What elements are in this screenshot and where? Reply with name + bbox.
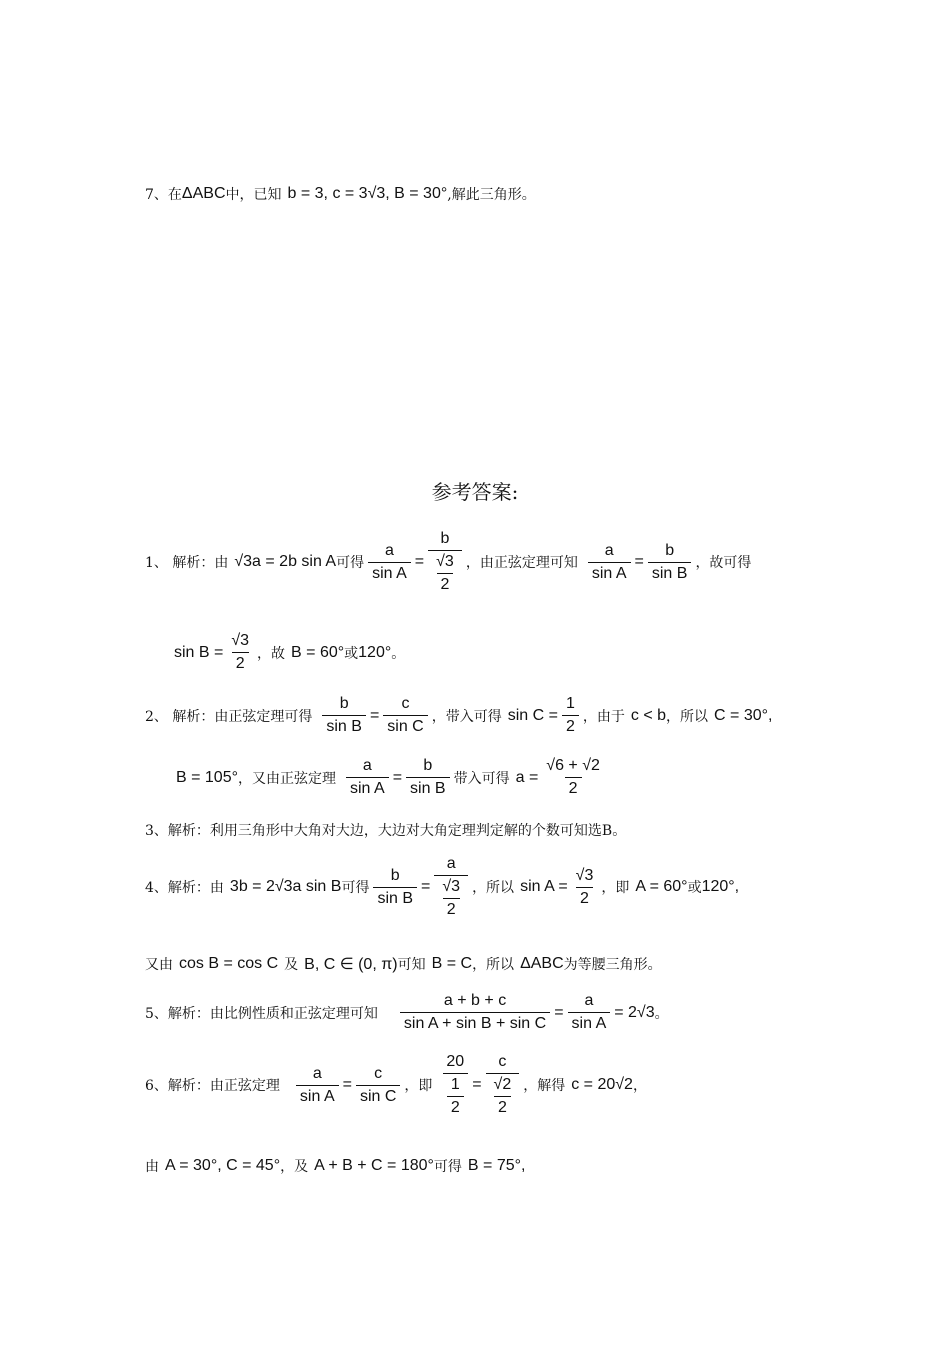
a1-t3: ，故可得: [695, 555, 752, 571]
frac-20-half: [442, 1053, 468, 1117]
a5-label: 5、解析：由比例性质和正弦定理可知: [145, 1005, 378, 1022]
frac-r6r2-2: [542, 757, 604, 798]
frac-b-r3-2: [428, 530, 462, 594]
den: [486, 1073, 520, 1117]
num: a: [385, 541, 394, 559]
frac-a-sinA-2: [588, 542, 631, 583]
frac-r3-2: [572, 867, 598, 908]
num: 1: [565, 695, 575, 712]
frac-r3-2: [227, 632, 253, 673]
num: b: [423, 757, 433, 774]
frac-b-sinB: [322, 695, 366, 736]
den: sin A: [588, 562, 631, 583]
num: √3: [436, 553, 454, 570]
frac-a-sinA: [368, 542, 411, 583]
num: c: [498, 1053, 507, 1070]
q7-tail: ,解此三角形。: [447, 187, 536, 203]
frac-b-sinB: [373, 867, 417, 908]
a2-t5: 带入可得: [453, 770, 510, 787]
a2-b105: B = 105°: [176, 768, 238, 786]
den: [434, 875, 468, 919]
a6-t1: ，即: [404, 1078, 433, 1094]
a4-l2-range: B, C ∈ (0, π): [304, 956, 398, 973]
a1-t2: ，由正弦定理可知: [465, 555, 578, 571]
den: sin A + sin B + sin C: [400, 1012, 550, 1033]
frac-c-sinC: [383, 695, 427, 736]
a6-l2-ac: A = 30°, C = 45°: [165, 1157, 281, 1174]
a1-t1: 可得: [336, 555, 365, 571]
num: b: [390, 866, 400, 884]
a4-l2-a: 又由: [145, 957, 173, 973]
a1-l2-v: 120°: [358, 643, 392, 661]
a6-l2-res: B = 75°,: [467, 1157, 526, 1174]
answer-title: 参考答案:: [431, 480, 519, 504]
a1-l2-end: 。: [391, 645, 406, 662]
a6-ceq: c = 20√2: [571, 1076, 633, 1093]
a4-l2-eq: cos B = cos C: [179, 955, 279, 972]
den: 2: [576, 887, 593, 908]
frac-c-r2-2: [486, 1053, 520, 1117]
a5-res: = 2√3: [614, 1003, 655, 1021]
a4-t3: ，即: [601, 880, 630, 896]
a1-label: 1、 解析：由: [145, 555, 229, 571]
den: sin A: [296, 1085, 339, 1106]
den: sin B: [373, 887, 417, 908]
a4-l2-d: ，所以: [472, 957, 515, 973]
q7-mid: 中，已知: [225, 187, 282, 203]
a1-l2-or: 或: [344, 645, 359, 662]
a2-sinc: sin C =: [507, 706, 558, 724]
a4-eq: 3b = 2√3a sin B: [229, 878, 342, 895]
a4-sina: sin A =: [520, 878, 568, 895]
den: 2: [437, 573, 454, 594]
a1-eq1: √3a = 2b sin A: [234, 553, 337, 570]
answer-1-line-1: 1、 解析：由 √3a = 2b sin A 可得 $\frac{a}{\text{sin A}}$ = $\frac{b}{\frac{√3}{2}}$ ，由正弦定理可知 $\frac{a}{\text{sin A}}$ = $\frac{b}{\text{sin B}}$ ，故可得: [145, 530, 752, 593]
num: a: [584, 992, 594, 1009]
frac-c-sinC: [356, 1065, 400, 1106]
num: a: [604, 541, 614, 559]
den: sin C: [356, 1085, 400, 1106]
a4-t2: ，所以: [472, 880, 515, 896]
a1-l2-b: B = 60°: [291, 643, 345, 661]
answer-2-line-1: 2、 解析：由正弦定理可得 $\frac{b}{\text{sin B}}$ = $\frac{c}{\text{sin C}}$ ，带入可得 sin C = $\frac{1}{2}$ ，由于 c < b ，所以 C = 30°,: [145, 695, 773, 735]
a6-l2-a: 由: [145, 1159, 159, 1175]
a2-label: 2、 解析：由正弦定理可得: [145, 708, 313, 725]
den: [428, 550, 462, 594]
answer-3: [145, 820, 626, 840]
den: sin B: [322, 715, 366, 736]
den: sin A: [568, 1012, 611, 1033]
frac-1-2: [562, 695, 579, 736]
num: b: [339, 695, 349, 712]
a4-or: 或: [687, 880, 702, 896]
frac-abc-sumsin: [400, 992, 550, 1033]
num: √2: [493, 1076, 512, 1093]
frac-b-sinB: [648, 542, 692, 583]
num: √3: [442, 878, 461, 895]
num: c: [401, 695, 410, 712]
answer-2-line-2: B = 105° ，又由正弦定理 $\frac{a}{\text{sin A}}$ = $\frac{b}{\text{sin B}}$ 带入可得 a = $\frac{√6 + √2}{2}$: [176, 757, 608, 798]
frac-a-sinA: [296, 1065, 339, 1106]
den: 2: [562, 715, 579, 736]
a6-l2-c: 可得: [433, 1159, 462, 1175]
frac-a-sinA: [568, 992, 611, 1033]
den: sin B: [406, 777, 450, 798]
num: a + b + c: [443, 992, 507, 1009]
den: sin A: [346, 777, 389, 798]
q7-triangle: ΔABC: [181, 185, 226, 202]
frac-a-sinA: [346, 757, 389, 798]
a2-cb: c < b: [630, 706, 667, 724]
num: a: [312, 1064, 322, 1082]
num: 20: [446, 1053, 465, 1070]
num: √3: [231, 632, 250, 649]
answer-4-line-2: [145, 954, 662, 974]
a4-t1: 可得: [341, 880, 370, 896]
den: sin C: [383, 715, 427, 736]
answer-6-line-1: 6、解析：由正弦定理 $\frac{a}{\text{sin A}}$ = $\frac{c}{\text{sin C}}$ ，即 $\frac{20}{\frac{1}{2}}$ = $\frac{c}{\frac{√2}{2}}$ ，解得 c = 20√2 ，: [145, 1053, 647, 1116]
q7-given: b = 3, c = 3√3, B = 30°: [287, 185, 448, 202]
frac-a-r3-2: [434, 855, 468, 919]
a2-t2: ，由于: [582, 708, 625, 725]
den: 2: [494, 1096, 511, 1117]
a2-aeq: a =: [515, 768, 539, 786]
answer-1-line-2: [174, 632, 405, 673]
a1-sinb: sin B =: [174, 643, 224, 661]
den: 2: [443, 898, 460, 919]
frac-b-sinB: [406, 757, 450, 798]
a5-end: 。: [654, 1005, 669, 1022]
num: a: [362, 757, 372, 774]
a2-t3: ，所以: [666, 708, 709, 725]
answer-6-line-2: [145, 1156, 525, 1176]
den: 2: [565, 777, 582, 798]
a2-t1: ，带入可得: [431, 708, 502, 725]
num: √6 + √2: [546, 757, 600, 774]
a4-v: 120°,: [701, 878, 740, 895]
question-7: [145, 184, 536, 204]
a4-l2-tri: ΔABC: [520, 955, 564, 972]
a4-ans: A = 60°: [635, 878, 688, 895]
a4-label: 4、解析：由: [145, 880, 224, 896]
den: sin A: [368, 562, 411, 583]
a6-t2: ，解得: [523, 1078, 566, 1094]
den: [443, 1073, 468, 1117]
a6-end: ，: [632, 1078, 647, 1094]
den: 2: [232, 652, 249, 673]
a2-t4: ，又由正弦定理: [238, 770, 336, 787]
num: c: [374, 1064, 383, 1082]
q7-prefix: 7、在: [145, 187, 182, 203]
answer-5: 5、解析：由比例性质和正弦定理可知 $\frac{a + b + c}{\text{sin A + sin B + sin C}}$ = $\frac{a}{\text{sin A}}$ = 2√3 。: [145, 992, 669, 1032]
num: b: [440, 530, 450, 547]
a3-text: 3、解析：利用三角形中大角对大边，大边对大角定理判定解的个数可知选B。: [145, 823, 627, 839]
a6-l2-sum: A + B + C = 180°: [314, 1157, 434, 1174]
a4-l2-c: 可知: [397, 957, 426, 973]
a4-l2-b: 及: [284, 957, 299, 973]
num: √3: [575, 866, 594, 884]
num: b: [665, 541, 675, 559]
a4-l2-bc: B = C: [431, 955, 473, 972]
a6-label: 6、解析：由正弦定理: [145, 1078, 280, 1094]
den: sin B: [648, 562, 692, 583]
den: 2: [447, 1096, 464, 1117]
a6-l2-b: ，及: [280, 1159, 309, 1175]
a2-c30: C = 30°,: [714, 706, 773, 724]
num: a: [446, 855, 456, 872]
answer-4-line-1: 4、解析：由 3b = 2√3a sin B 可得 $\frac{b}{\text{sin B}}$ = $\frac{a}{\frac{√3}{2}}$ ，所以 sin A = $\frac{√3}{2}$ ，即 A = 60° 或 120°,: [145, 855, 740, 918]
a1-l2-t: ，故: [257, 645, 286, 662]
num: 1: [450, 1076, 460, 1093]
a4-l2-e: 为等腰三角形。: [563, 957, 662, 973]
